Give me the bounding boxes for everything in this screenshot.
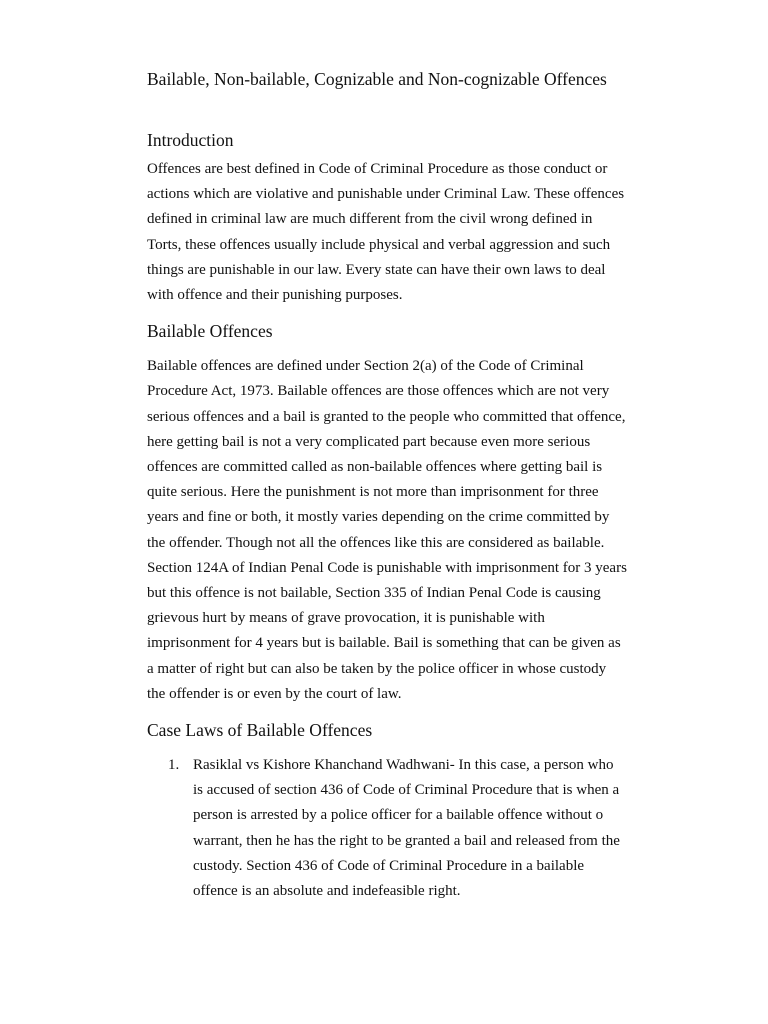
list-item-number: 1.: [168, 757, 180, 774]
bailable-offences-heading: Bailable Offences: [147, 321, 273, 342]
list-item-text: Rasiklal vs Kishore Khanchand Wadhwani- In this case, a person who is accused of section 436 of Code of Criminal Procedure that is when a person is arrested by a police officer for a bailable offence without o warrant, then he has the right to be granted a bail and released from the custody. Section 436 of Code of Criminal Procedure in a bailable offence is an absolute and indefeasible right.: [193, 757, 620, 900]
case-laws-heading: Case Laws of Bailable Offences: [147, 720, 373, 741]
bailable-offences-paragraph: Bailable offences are defined under Section 2(a) of the Code of Criminal Procedure Act, 1973. Bailable offences are those offences which are not very serious offences and a bail is granted to the people who committed that offence, here getting bail is not a very complicated part because even more serious offences are committed called as non-bailable offences where getting bail is quite serious. Here the punishment is not more than imprisonment for three years and fine or both, it mostly varies depending on the crime committed by the offender. Though not all the offences like this are considered as bailable. Section 124A of Indian Penal Code is punishable with imprisonment for 3 years but this offence is not bailable, Section 335 of Indian Penal Code is causing grievous hurt by means of grave provocation, it is punishable with imprisonment for 4 years but is bailable. Bail is something that can be given as a matter of right but can also be taken by the police officer in whose custody the offender is or even by the court of law.: [147, 358, 627, 702]
case-laws-list: [147, 753, 627, 904]
document-title: Bailable, Non-bailable, Cognizable and Non-cognizable Offences: [147, 69, 607, 89]
list-item: [168, 753, 627, 904]
document-page: [147, 66, 627, 904]
introduction-paragraph: Offences are best defined in Code of Criminal Procedure as those conduct or actions which are violative and punishable under Criminal Law. These offences defined in criminal law are much different from the civil wrong defined in Torts, these offences usually include physical and verbal aggression and such things are punishable in our law. Every state can have their own laws to deal with offence and their punishing purposes.: [147, 161, 625, 304]
introduction-heading: Introduction: [147, 130, 234, 150]
